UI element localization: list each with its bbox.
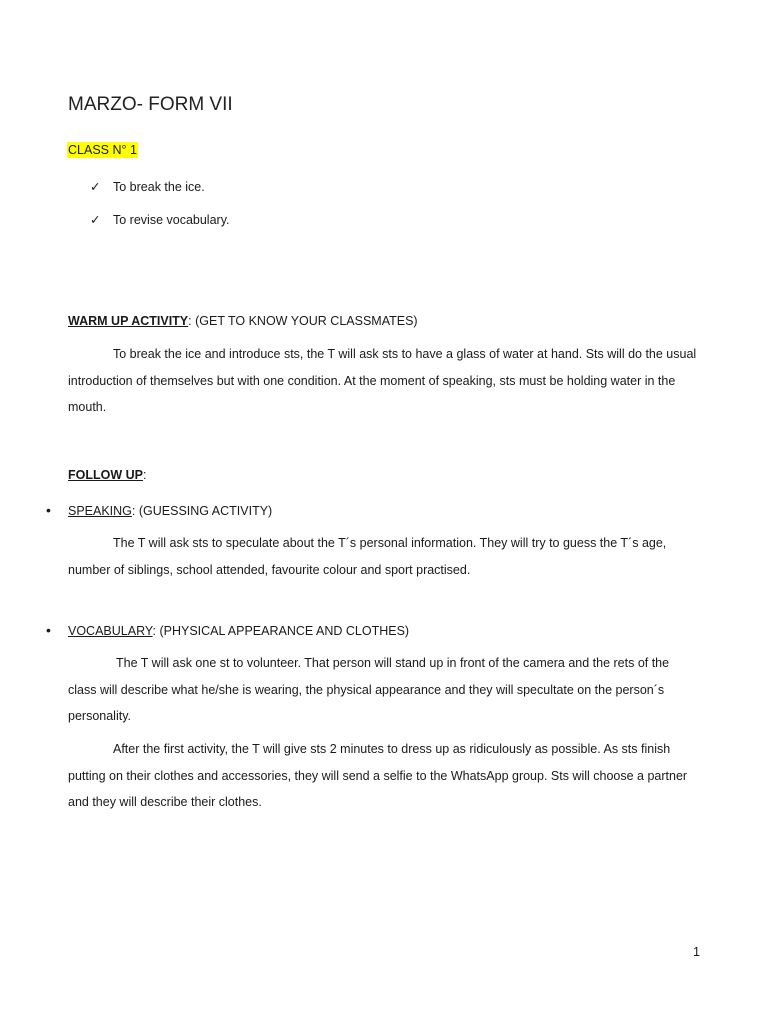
warm-up-heading: [68, 314, 418, 328]
objective-item: [90, 179, 205, 194]
vocabulary-title: VOCABULARY: [68, 624, 153, 638]
vocabulary-paragraph-2: [68, 736, 708, 816]
speaking-title: SPEAKING: [68, 504, 132, 518]
bullet-icon: •: [46, 502, 51, 518]
vocabulary-heading: [46, 622, 409, 638]
warm-up-subtitle: : (GET TO KNOW YOUR CLASSMATES): [188, 314, 418, 328]
objective-item: [90, 212, 230, 227]
warm-up-title: WARM UP ACTIVITY: [68, 314, 189, 328]
paragraph-line: and they will describe their clothes.: [68, 795, 262, 809]
paragraph-line: To break the ice and introduce sts, the T will ask sts to have a glass of water at hand. Sts will do the usual: [113, 347, 697, 361]
paragraph-line: The T will ask sts to speculate about the T´s personal information. They will try to guess the T´s age,: [113, 536, 667, 550]
follow-up-title: FOLLOW UP: [68, 468, 143, 482]
paragraph-line: number of siblings, school attended, favourite colour and sport practised.: [68, 562, 471, 577]
paragraph-line: After the first activity, the T will give sts 2 minutes to dress up as ridiculously as possible. As sts finish: [113, 742, 671, 756]
class-label: CLASS N° 1: [68, 143, 137, 157]
objective-text: To revise vocabulary.: [113, 213, 230, 227]
objective-text: To break the ice.: [113, 180, 205, 194]
speaking-paragraph: [68, 530, 708, 583]
paragraph-line: putting on their clothes and accessories, they will send a selfie to the WhatsApp group. Sts will choose a partner: [68, 768, 688, 783]
check-icon: ✓: [90, 180, 101, 194]
follow-up-heading: [68, 468, 146, 482]
vocabulary-subtitle: : (PHYSICAL APPEARANCE AND CLOTHES): [152, 624, 410, 638]
bullet-icon: •: [46, 622, 51, 638]
paragraph-line: class will describe what he/she is wearing, the physical appearance and they will specultate on the person´s: [68, 682, 665, 697]
page-number: 1: [693, 945, 700, 959]
check-icon: ✓: [90, 213, 101, 227]
speaking-heading: [46, 502, 272, 518]
follow-up-colon: :: [143, 468, 147, 482]
paragraph-line: introduction of themselves but with one condition. At the moment of speaking, sts must be holding water in the: [68, 373, 676, 388]
document-title: MARZO- FORM VII: [68, 94, 233, 115]
paragraph-line: The T will ask one st to volunteer. That person will stand up in front of the camera and the rets of the: [116, 656, 670, 670]
warm-up-paragraph: [68, 341, 708, 421]
paragraph-line: mouth.: [68, 400, 107, 414]
speaking-subtitle: : (GUESSING ACTIVITY): [131, 504, 273, 518]
paragraph-line: personality.: [68, 709, 131, 723]
vocabulary-paragraph-1: [68, 650, 708, 730]
